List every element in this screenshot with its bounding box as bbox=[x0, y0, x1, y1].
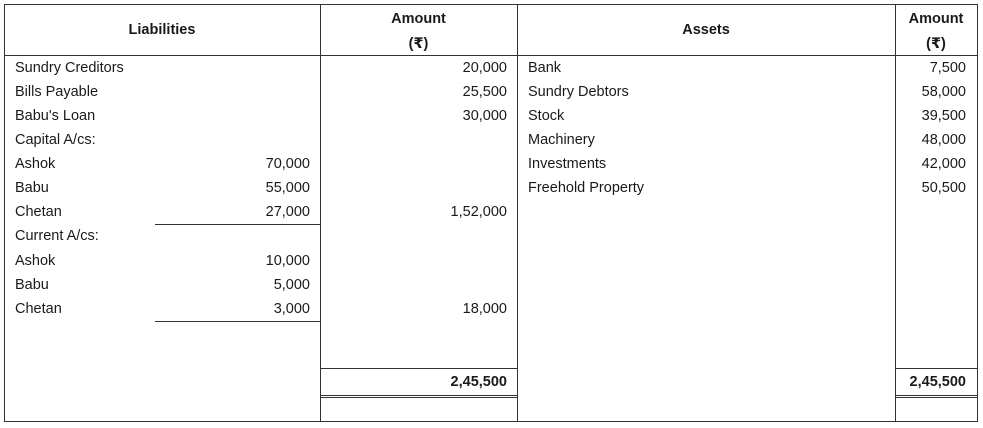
liab-total-line-bottom-2 bbox=[320, 397, 517, 398]
liab-label-bills-payable: Bills Payable bbox=[15, 84, 99, 100]
asset-amount-investments: 42,000 bbox=[921, 156, 966, 172]
asset-label-sundry-debtors: Sundry Debtors bbox=[528, 84, 629, 100]
column-divider-asset-amount bbox=[895, 4, 896, 422]
capital-subtotal-line bbox=[155, 224, 320, 225]
asset-total-line-top bbox=[895, 368, 977, 369]
header-liab-amount: Amount bbox=[391, 11, 446, 27]
capital-value-babu: 55,000 bbox=[265, 180, 310, 196]
table-border-top bbox=[4, 4, 977, 5]
liab-amount-sundry-creditors: 20,000 bbox=[462, 60, 507, 76]
asset-label-bank: Bank bbox=[528, 60, 562, 76]
column-divider-liab-amount bbox=[320, 4, 321, 422]
header-assets: Assets bbox=[682, 22, 730, 38]
liab-label-capital-ashok: Ashok bbox=[15, 156, 56, 172]
current-value-babu: 5,000 bbox=[273, 277, 310, 293]
asset-total-line-bottom-2 bbox=[895, 397, 977, 398]
current-value-ashok: 10,000 bbox=[265, 253, 310, 269]
table-border-left bbox=[4, 4, 5, 422]
liab-label-current-chetan: Chetan bbox=[15, 301, 62, 317]
column-divider-center bbox=[517, 4, 518, 422]
asset-amount-freehold-property: 50,500 bbox=[921, 180, 966, 196]
header-liabilities: Liabilities bbox=[128, 22, 196, 38]
asset-label-machinery: Machinery bbox=[528, 132, 595, 148]
liab-total-line-top bbox=[320, 368, 517, 369]
liab-label-capital-babu: Babu bbox=[15, 180, 49, 196]
asset-label-freehold-property: Freehold Property bbox=[528, 180, 645, 196]
asset-label-stock: Stock bbox=[528, 108, 565, 124]
header-asset-amount: Amount bbox=[908, 11, 964, 27]
liab-amount-babus-loan: 30,000 bbox=[462, 108, 507, 124]
capital-value-ashok: 70,000 bbox=[265, 156, 310, 172]
table-border-right bbox=[977, 4, 978, 422]
liab-grand-total: 2,45,500 bbox=[450, 374, 507, 390]
current-subtotal-line bbox=[155, 321, 320, 322]
liab-label-babus-loan: Babu's Loan bbox=[15, 108, 96, 124]
asset-amount-sundry-debtors: 58,000 bbox=[921, 84, 966, 100]
header-liab-amount-unit: (₹) bbox=[408, 36, 429, 52]
asset-amount-stock: 39,500 bbox=[921, 108, 966, 124]
liab-label-capital-chetan: Chetan bbox=[15, 204, 62, 220]
liab-label-current-ashok: Ashok bbox=[15, 253, 56, 269]
table-border-bottom bbox=[4, 421, 977, 422]
asset-amount-machinery: 48,000 bbox=[921, 132, 966, 148]
asset-total-line-bottom-1 bbox=[895, 395, 977, 396]
asset-grand-total: 2,45,500 bbox=[909, 374, 966, 390]
capital-value-chetan: 27,000 bbox=[265, 204, 310, 220]
liab-label-sundry-creditors: Sundry Creditors bbox=[15, 60, 124, 76]
liab-amount-capital-total: 1,52,000 bbox=[450, 204, 507, 220]
asset-label-investments: Investments bbox=[528, 156, 607, 172]
liab-amount-current-total: 18,000 bbox=[462, 301, 507, 317]
liab-amount-bills-payable: 25,500 bbox=[462, 84, 507, 100]
header-asset-amount-unit: (₹) bbox=[926, 36, 946, 52]
liab-label-capital-heading: Capital A/cs: bbox=[15, 132, 96, 148]
liab-label-current-heading: Current A/cs: bbox=[15, 228, 99, 244]
liab-label-current-babu: Babu bbox=[15, 277, 49, 293]
current-value-chetan: 3,000 bbox=[273, 301, 310, 317]
asset-amount-bank: 7,500 bbox=[929, 60, 966, 76]
header-divider bbox=[4, 55, 977, 56]
liab-total-line-bottom-1 bbox=[320, 395, 517, 396]
